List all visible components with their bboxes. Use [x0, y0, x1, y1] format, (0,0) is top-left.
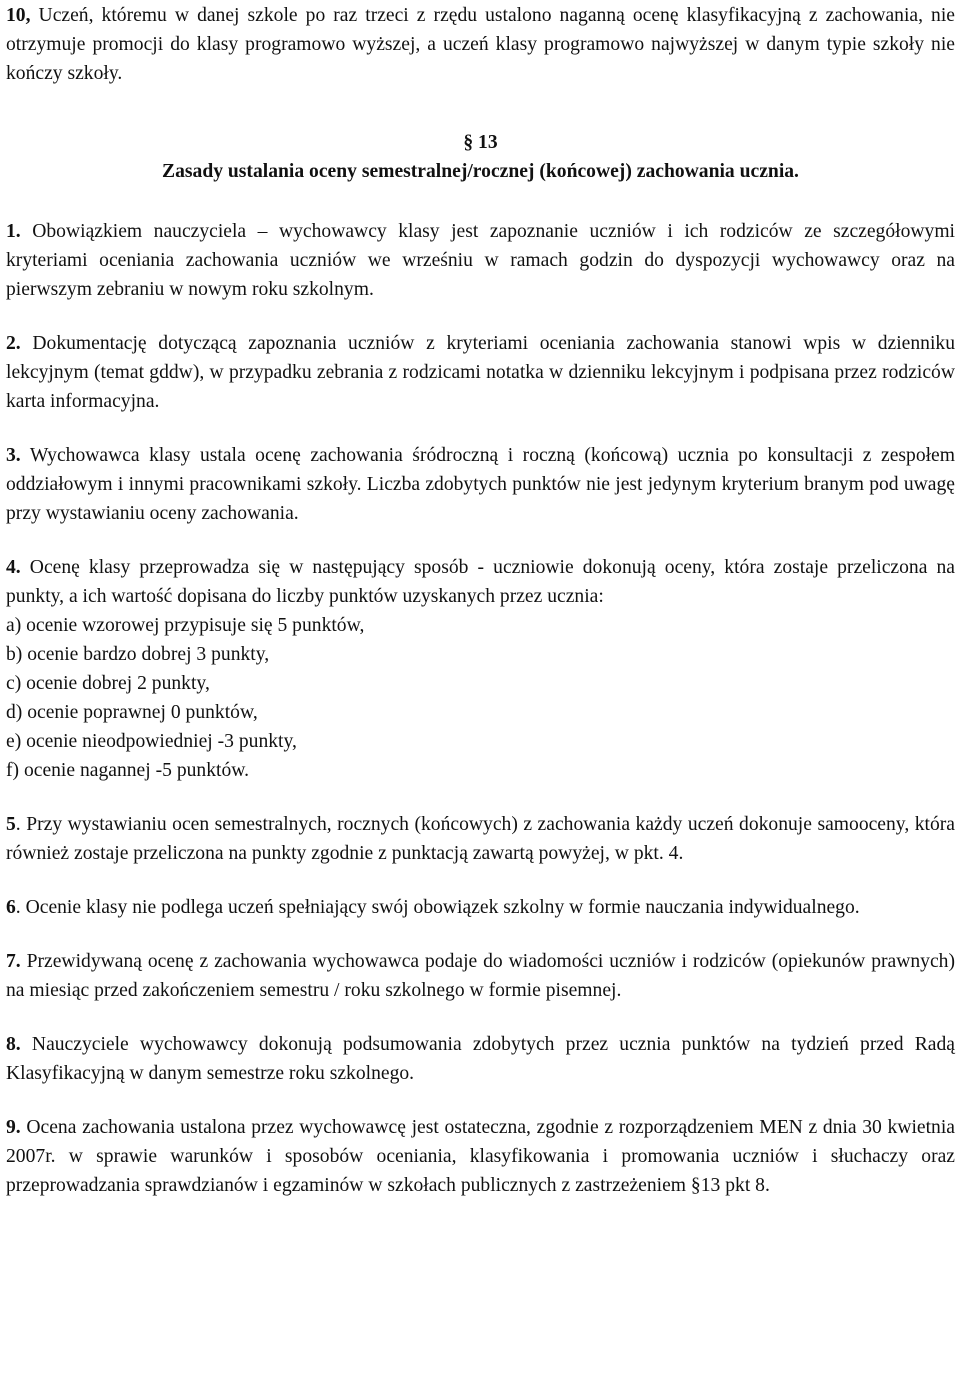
paragraph-10: [6, 0, 955, 88]
paragraph-9: [6, 1113, 955, 1200]
paragraph-1: [6, 217, 955, 304]
paragraph-text: Nauczyciele wychowawcy dokonują podsumowania zdobytych przez ucznia punktów na tydzień przed Radą Klasyfikacyjną w danym semestrze roku szkolnego.: [6, 1034, 955, 1084]
section-title: Zasady ustalania oceny semestralnej/rocznej (końcowej) zachowania ucznia.: [162, 161, 799, 182]
section-number: § 13: [463, 132, 498, 153]
paragraph-text: Przewidywaną ocenę z zachowania wychowawca podaje do wiadomości uczniów i rodziców (opiekunów prawnych) na miesiąc przed zakończeniem semestru / roku szkolnego w formie pisemnej.: [6, 951, 955, 1001]
paragraph-number: 7.: [6, 951, 21, 972]
list-item: b) ocenie bardzo dobrej 3 punkty,: [6, 644, 270, 665]
paragraph-6: [6, 893, 955, 922]
paragraph-text: Uczeń, któremu w danej szkole po raz trzeci z rzędu ustalono naganną ocenę klasyfikacyjną z zachowania, nie otrzymuje promocji do klasy programowo wyższej, a uczeń klasy programowo najwyższej w danym typie szkoły nie kończy szkoły.: [6, 5, 955, 84]
paragraph-number: 4.: [6, 557, 21, 578]
section-heading: [6, 128, 955, 186]
paragraph-number: 8.: [6, 1034, 21, 1055]
paragraph-text: . Ocenie klasy nie podlega uczeń spełniający swój obowiązek szkolny w formie nauczania indywidualnego.: [15, 897, 860, 918]
paragraph-number: 2.: [6, 333, 21, 354]
paragraph-number: 10,: [6, 5, 31, 26]
paragraph-3: [6, 441, 955, 528]
paragraph-text: Dokumentację dotyczącą zapoznania uczniów z kryteriami oceniania zachowania stanowi wpis w dzienniku lekcyjnym (temat gddw), w przypadku zebrania z rodzicami notatka w dzienniku lekcyjnym i podpisana przez rodziców karta informacyjna.: [6, 333, 955, 412]
list-item: f) ocenie nagannej -5 punktów.: [6, 760, 250, 781]
paragraph-number: 5: [6, 814, 16, 835]
list-item: a) ocenie wzorowej przypisuje się 5 punktów,: [6, 615, 365, 636]
paragraph-text: . Przy wystawianiu ocen semestralnych, rocznych (końcowych) z zachowania każdy uczeń dokonuje samooceny, która również zostaje przeliczona na punkty zgodnie z punktacją zawartą powyżej, w pkt. 4.: [6, 814, 955, 864]
paragraph-text: Ocena zachowania ustalona przez wychowawcę jest ostateczna, zgodnie z rozporządzeniem MEN z dnia 30 kwietnia 2007r. w sprawie warunków i sposobów oceniania, klasyfikowania i promowania uczniów i słuchaczy oraz przeprowadzania sprawdzianów i egzaminów w szkołach publicznych z zastrzeżeniem §13 pkt 8.: [6, 1117, 955, 1196]
paragraph-number: 9.: [6, 1117, 21, 1138]
paragraph-number: 6: [6, 897, 16, 918]
list-item: e) ocenie nieodpowiedniej -3 punkty,: [6, 731, 297, 752]
paragraph-5: [6, 810, 955, 868]
list-item: c) ocenie dobrej 2 punkty,: [6, 673, 210, 694]
paragraph-text: Wychowawca klasy ustala ocenę zachowania śródroczną i roczną (końcową) ucznia po konsultacji z zespołem oddziałowym i innymi pracownikami szkoły. Liczba zdobytych punktów nie jest jedynym kryterium branym pod uwagę przy wystawianiu oceny zachowania.: [6, 445, 955, 524]
paragraph-text: Obowiązkiem nauczyciela – wychowawcy klasy jest zapoznanie uczniów i ich rodziców ze szczegółowymi kryteriami oceniania zachowania uczniów we wrześniu w ramach godzin do dyspozycji wychowawcy oraz na pierwszym zebraniu w nowym roku szkolnym.: [6, 221, 955, 300]
grade-points-list: [6, 611, 955, 785]
paragraph-4-intro: [6, 553, 955, 611]
list-item: d) ocenie poprawnej 0 punktów,: [6, 702, 258, 723]
paragraph-text: Ocenę klasy przeprowadza się w następujący sposób - uczniowie dokonują oceny, która zostaje przeliczona na punkty, a ich wartość dopisana do liczby punktów uzyskanych przez ucznia:: [6, 557, 955, 607]
paragraph-7: [6, 947, 955, 1005]
paragraph-2: [6, 329, 955, 416]
paragraph-4: [6, 553, 955, 785]
paragraph-number: 3.: [6, 445, 21, 466]
paragraph-number: 1.: [6, 221, 21, 242]
paragraph-8: [6, 1030, 955, 1088]
